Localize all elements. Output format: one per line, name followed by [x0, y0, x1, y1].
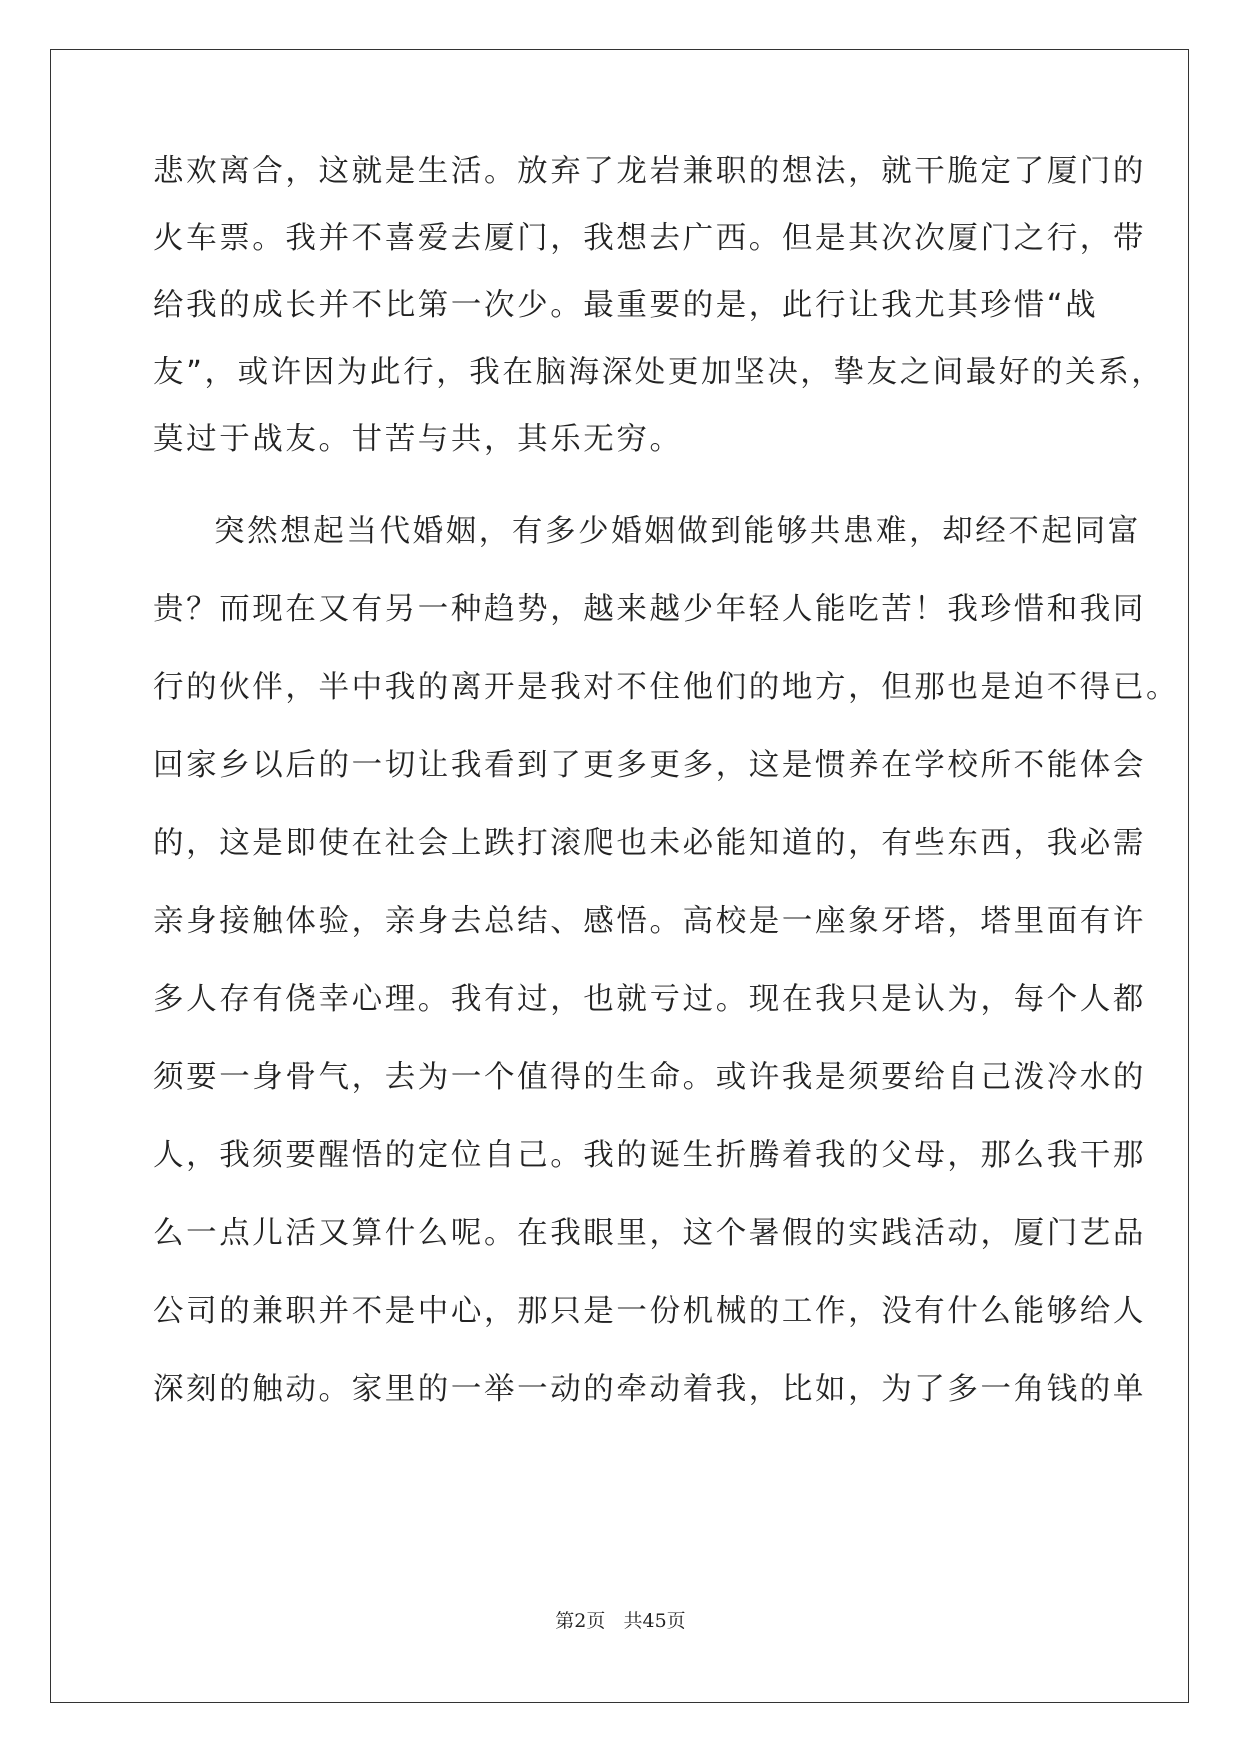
text-line: 的，这是即使在社会上跌打滚爬也未必能知道的，有些东西，我必需: [153, 826, 1146, 861]
text-line: 莫过于战友。甘苦与共，其乐无穷。: [153, 422, 683, 457]
text-line: 行的伙伴，半中我的离开是我对不住他们的地方，但那也是迫不得已。: [153, 670, 1180, 705]
text-line: 贵？而现在又有另一种趋势，越来越少年轻人能吃苦！我珍惜和我同: [153, 592, 1146, 627]
text-line: 多人存有侥幸心理。我有过，也就亏过。现在我只是认为，每个人都: [153, 982, 1146, 1017]
text-line: 回家乡以后的一切让我看到了更多更多，这是惯养在学校所不能体会: [153, 748, 1146, 783]
text-line: 亲身接触体验，亲身去总结、感悟。高校是一座象牙塔，塔里面有许: [153, 904, 1146, 939]
text-line: 悲欢离合，这就是生活。放弃了龙岩兼职的想法，就干脆定了厦门的: [153, 154, 1146, 189]
text-line: 么一点儿活又算什么呢。在我眼里，这个暑假的实践活动，厦门艺品: [153, 1216, 1146, 1251]
text-line: 须要一身骨气，去为一个值得的生命。或许我是须要给自己泼冷水的: [153, 1060, 1146, 1095]
text-line: 给我的成长并不比第一次少。最重要的是，此行让我尤其珍惜“战: [153, 288, 1099, 323]
text-line: 火车票。我并不喜爱去厦门，我想去广西。但是其次次厦门之行，带: [153, 221, 1146, 256]
text-line: 友”，或许因为此行，我在脑海深处更加坚决，挚友之间最好的关系，: [153, 355, 1165, 390]
page-number-footer: 第2页 共45页: [555, 1610, 686, 1632]
text-line: 公司的兼职并不是中心，那只是一份机械的工作，没有什么能够给人: [153, 1294, 1146, 1329]
paragraph-first-line: 突然想起当代婚姻，有多少婚姻做到能够共患难，却经不起同富: [214, 514, 1141, 549]
text-line: 深刻的触动。家里的一举一动的牵动着我，比如，为了多一角钱的单: [153, 1372, 1146, 1407]
text-line: 人，我须要醒悟的定位自己。我的诞生折腾着我的父母，那么我干那: [153, 1138, 1146, 1173]
